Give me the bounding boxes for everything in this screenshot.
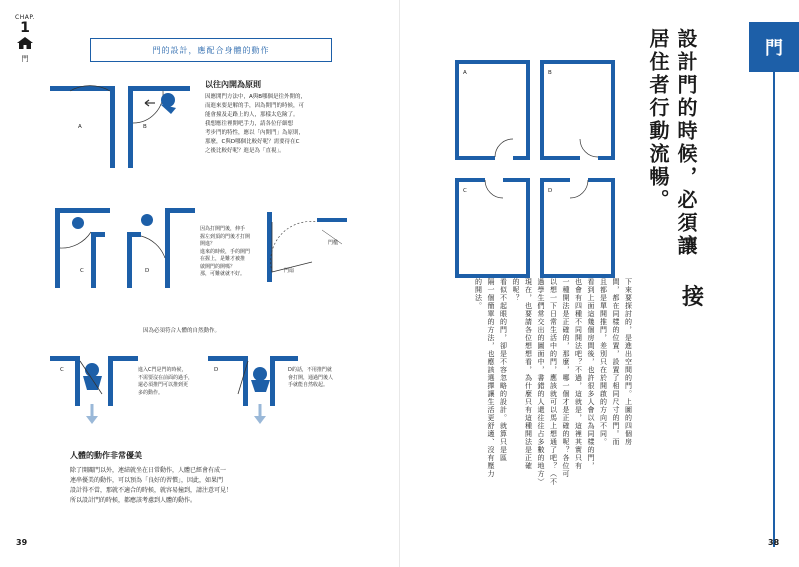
dropcap: 接 [682,285,705,310]
room-label-d: D [548,188,553,194]
note-line: 啟開門的開嗎？ [200,263,236,270]
note-line: 那，可難就就不好。 [200,271,246,277]
note-line: 那麼，C與D哪個比較好呢？需要待在C [205,139,300,145]
note-line: 手就能自然收起。 [288,382,329,388]
room-label-c: C [463,188,467,194]
body-column: 看似不起眼的門，卻是不容忽略的設計。就算只是區 [499,278,508,462]
note-callout [200,226,270,279]
chapter-tab: 門 [749,22,799,72]
note-text [205,93,365,156]
body-column: 以想一下日常生活中的門，應該就可以馬上想通了吧？（不 [549,278,558,486]
chapter-topic: 門 [21,55,29,63]
note-line: 會打開，通過門後人 [288,374,334,381]
door-label: 門扇 [284,268,295,274]
body-column: 的呢？ [512,278,520,302]
body-column: 過學生們常交出的圖面中，書錯的人還往往占多數的地方） [537,278,545,486]
house-icon [16,36,34,50]
door-figure-ab [50,78,190,168]
body-text [472,278,635,528]
body-column: 一種開法是正確的，那麼，哪一個才是正確的呢？各位可 [562,278,570,478]
body-column: 下來要探討的，是進出空間的門。上圖的四個房 [624,278,633,446]
note-line: 握左到頂的門後才打開 [200,233,251,240]
tab-line [773,72,775,547]
note-line: 因應開門方法中，A與B哪個是往外開的， [205,94,307,100]
label-d: D [145,268,150,274]
body-column: 也會有四種不同開法吧？不過，這就是，這裡其實只有 [574,278,583,470]
chapter-marker [10,14,40,64]
section-title: 人體的動作非常優美 [70,451,142,460]
door-figure-cd [55,208,195,288]
body-paragraph [70,466,345,506]
body-line: 設計得不當，那就不適合的時候，就容易撞到，請注意可見！ [70,487,233,494]
body-column: 且都是單開推門，差別只在於開啟的方向不同。 [599,278,608,446]
door-detail-figure [262,212,362,282]
page-number-left: 39 [16,538,28,547]
label-c-lower: C [60,367,64,373]
note-line: 開進？ [200,241,216,247]
note-line: 進來的時候，手的開門 [200,248,251,255]
note-d [288,367,368,390]
left-page [0,0,399,567]
note-line: D的話，不用推門就 [288,367,332,373]
room-label-a: A [463,70,467,76]
chapter-label: CHAP. [15,14,35,21]
headline: 設計門的時候，必須讓居住者行動流暢。 [646,28,698,258]
figure-d-person [208,352,298,432]
body-column: 間，都在同樣的位置，設置了相同尺寸的門。而 [612,278,620,446]
wall-label: 門檻 [328,240,339,246]
label-a: A [78,124,82,130]
note-c [138,367,208,397]
body-line: 除了開關門以外，連結就坐在日常動作，人體已經會有成一 [70,467,227,474]
figure-c-person [50,352,140,432]
body-column: 的開法。 [474,278,483,310]
note-line: 能會撞及走路上的人，那樣太危險了。 [205,112,299,118]
right-page [400,0,799,567]
note-line: 之後比較好呢？進是為「直視」。 [205,148,285,154]
note-line: 而進來要是解的手，因為開門的時候，可 [205,103,305,109]
note-line: 我想應往裡開吧手力，請各位仔細想 [205,121,294,127]
label-c: C [80,268,84,274]
note-line: 還必須推門可以推到更 [138,382,189,388]
note-line: 在握上，是難才被推 [200,256,246,262]
note-line: 進入C門是門的時候， [138,367,187,373]
middle-caption: 因為必須符合人體的自然動作。 [143,328,221,334]
body-column: 隔一個簡單的方法，也應該選擇讓生活更舒適、沒有壓力 [487,278,495,478]
label-b: B [143,124,147,130]
body-column: 看到上面這幾個房間後，也許很多人會以為同樣的門， [587,278,595,470]
chapter-number: 1 [20,20,30,36]
room-label-b: B [548,70,552,76]
body-line: 所以設計門的時候，都應該考慮到人體的動作。 [70,497,197,504]
note-line: 多的動作。 [138,389,164,396]
label-d-lower: D [214,367,219,373]
body-line: 連串優美的動作，可以預為「良好的習慣」，因此，如果門 [70,477,224,484]
note-line: 不需要沒在前面的過手， [138,374,194,381]
note-line: 因為打開門後，伸手 [200,226,246,232]
note-line: 考步門的特性，應以「內開門」為原則， [205,130,305,136]
section-box: 門的設計，應配合身體的動作 [90,38,332,62]
body-column: 現在，也要請各位想想看，為什麼只有這種開法是正確 [524,278,533,470]
note-title: 以往內開為原則 [205,80,261,89]
page-number-right: 38 [768,538,780,547]
